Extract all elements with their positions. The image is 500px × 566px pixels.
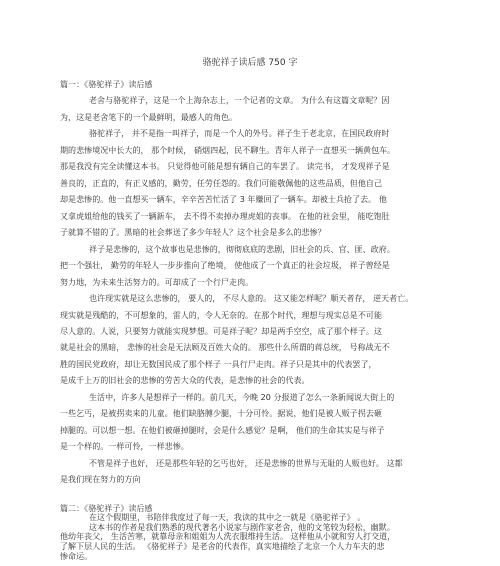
paragraph-line: 了解下层人民的生活。 《骆驼祥子》是老舍的代表作，真实地描绘了北京一个人力车夫的悲 [60,541,385,551]
paragraph-line: 掉腿的。可以想一想。在他们被砸掉腿时，会是什么感觉？是啊， 他们的生命其实是与祥子 [60,425,385,435]
paragraph-line: 努力地，为未来生活努力的。可却成了一个行尸走肉。 [60,277,254,287]
paragraph-line: 也许现实就是这么悲惨的， 要人的， 不尽人意的。 这又能怎样呢？顺天者存， 逆天者亡。 [89,294,414,304]
paragraph-line: 生活中，许多人是想祥子一样的。前几天，今晚 20 分报道了怎么一条新闻说大街上的 [89,392,395,402]
paragraph-line: 是成千上万的旧社会的悲惨的劳苦大众的代表，是悲惨的社会的代表。 [60,376,310,386]
paragraph-line: 不管是祥子也好， 还是那些年轻的乞丐也好， 还是悲惨的世界与无耻的人贩也好。 这都 [89,458,403,468]
paragraph-line: 子就算不错的了。黑暗的社会葬送了多少年轻人？这个社会是多么的悲惨？ [60,228,326,238]
paragraph-line: 在这个假期里，书陪伴我度过了每一天，我读的其中之一就是《骆驼祥子》 。 [89,513,366,523]
section-heading-1: 篇一：《骆驼祥子》读后感 [60,80,153,89]
paragraph-line: 期的悲惨境况中长大的， 那个时候， 硝烟四起，民不聊生。青年人祥子一直想买一辆黄包车。 [60,145,396,155]
paragraph-line: 却是悲惨的。他一直想买一辆车，辛辛苦苦忙活了 3 年赚回了一辆车。却被士兵抢了去。 他 [60,195,387,205]
paragraph-line: 他幼年丧父， 生活苦寒，就靠母亲和姐姐为人洗衣服维持生活。 这样他从小就和穷人打交道， [60,532,396,542]
paragraph-line: 这本书的作者是我们熟悉的现代著名小说家与剧作家老舍，他的文笔较为轻松，幽默。 [89,522,395,532]
paragraph-line: 一些乞丐，是被拐卖来的儿童。他们缺胳膊少腿，十分可怜。据说，他们是被人贩子拐去砸 [60,409,382,419]
paragraph-line: 为，这是老舍笔下的一个最鲜明，最感人的角色。 [60,112,238,122]
paragraph-line: 就是社会的黑暗， 悲惨的社会是无法顾及百姓大众的。 那些什么所谓的蒋总统， 号称战无不 [60,343,390,353]
paragraph-line: 惨命运。 [60,551,93,561]
paragraph-line: 把一个强壮， 勤劳的年轻人一步步推向了绝境， 使他成了一个真正的社会垃圾， 祥子曾经是 [60,261,390,271]
section-heading-2: 篇二：《骆驼祥子》读后感 [60,503,153,513]
paragraph-line: 老舍与骆驼祥子，这是一个上海杂志上，一个记者的文章。 为什么有这篇文章呢？因 [89,96,390,106]
paragraph-line: 那是我没有完全读懂这本书。 只觉得他可能是想有辆自己的车罢了。 读完书， 才发现祥子是 [60,162,390,172]
paragraph-line: 是一个样的。一样可怜，一样悲惨。 [60,442,189,452]
paragraph-line: 现实就是残酷的，不可想象的，雷人的，令人无奈的。在那个时代，理想与现实总是不可能 [60,310,382,320]
paragraph-line: 是我们现在努力的方向 [60,475,141,485]
paragraph-line: 胜的国民党政府，却让无数国民成了那个样子 一具行尸走肉。祥子只是其中的代表罢了， [60,359,377,369]
paragraph-line: 善良的，正直的，有正义感的，勤劳，任劳任怨的。我们可能敬佩他的这些品质，但他自己 [60,178,382,188]
paragraph-line: 骆驼祥子， 并不是指一叫祥子，而是一个人的外号。祥子生于老北京，在国民政府时 [89,129,390,139]
document-title: 骆驼祥子读后感 750 字 [202,58,298,68]
paragraph-line: 祥子是悲惨的，这个故事也是悲惨的，彻彻底底的悲剧，旧社会的兵、官、匪、政府。 [89,244,395,254]
paragraph-line: 尽人意的。人说，只要努力就能实现梦想。可是祥子呢？却是两手空空，成了那个样子。这 [60,327,382,336]
paragraph-line: 又拿虎姐给他的钱买了一辆新车， 去不得不卖掉办理虎姐的丧事。 在他的社会里， 能吃饱肚 [60,211,390,221]
